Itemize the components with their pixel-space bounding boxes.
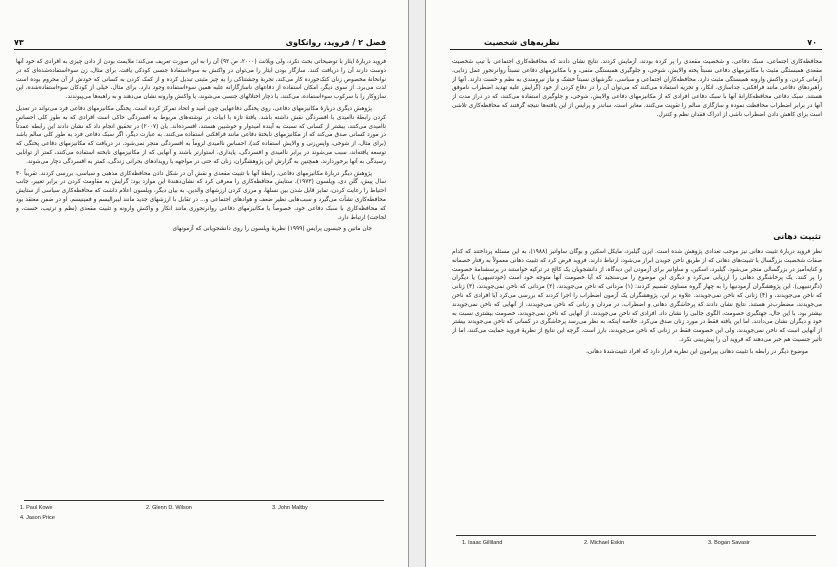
left-footnote-4: 4. Jason Price xyxy=(20,515,55,521)
right-footnote-rule xyxy=(456,535,816,536)
right-footnote-2: 2. Michael Eskin xyxy=(584,540,625,546)
right-page-number: ۷۰ xyxy=(807,38,817,47)
book-gutter xyxy=(408,0,426,567)
section-title: تثبیت دهانی xyxy=(773,232,821,241)
right-footnote-3: 3. Bogan Savasir xyxy=(708,540,750,546)
right-footnote-1: 1. Isaac Gilliland xyxy=(462,540,503,546)
left-header-rule xyxy=(14,49,386,50)
left-page-number: ۷۳ xyxy=(14,38,24,47)
right-page xyxy=(426,0,837,567)
right-running-head: نظریه‌های شخصیت xyxy=(484,38,560,47)
left-footnote-1: 1. Paul Kowe xyxy=(20,505,53,511)
left-footnote-rule xyxy=(24,500,384,501)
left-paragraph-4: جان ماتین و جیسون پرایس (۱۹۹۹) نظریهٔ ویلسون را روی دانشجویانی که آزمونهای xyxy=(172,226,372,233)
left-body-text xyxy=(16,58,386,484)
left-footnote-3: 3. John Maltby xyxy=(272,505,308,511)
right-body-text-bottom xyxy=(452,248,822,530)
left-page xyxy=(0,0,408,567)
left-paragraph-2: پژوهش دیگری دربارهٔ مکانیزمهای دفاعی، روی پختگی دفاعهایی چون امید و اتحاد تمرکز کرده است. پختگی مکانیزمهای دفاعی فرد می‌تواند در تعدیل کردن رابطهٔ ناامیدی با افسردگی نقش داشته باشد. یافتهٔ تازه با ابیات در نوشته‌های مربوط به افسردگی حاکی است افرادی که به طور کلی احساس ناامیدی می‌کنند، بیشتر از کسانی که نسبت به آینده امیدوار و خوشبین هستند، افسرده‌اند. یان (۲۰۰۷) در تحقیق انجام داد که نشان دادند این رابطه عمدتاً در مورد کسانی صدق می‌کند که از مکانیزمهای نابختهٔ دفاعی مانند فرافکنی استفاده می‌کنند. به عبارت دیگر، اگر سبک دفاعی فرد به طور کلی سالم باشد (برای مثال، از شوخی، واپس‌زنی و والایش استفاده کند)، احساس ناامیدی لزوماً به افسردگی منجر نمی‌شود. در دریافت که مکانیزمهای دفاعی پختگی که توسعه یافته‌اند، سبب می‌شوند در برابر ناامیدی و افسردگی، پایداری، استوارتر باشند و آنهایی که از مکانیزمهای نابخته استفاده می‌کنند، کمتر از توانایی رسیدگی به آنها برخوردارند. همچنین به گزارش این پژوهشگران، زنان که حتی در مواجهه با رویدادهای بحرانی زندگی، کمتر به افسردگی دچار می‌شوند. xyxy=(16,105,386,165)
left-footnote-2: 2. Glenn D. Wilson xyxy=(146,505,192,511)
right-header-rule xyxy=(450,49,822,50)
left-paragraph-3: پژوهش دیگر دربارهٔ مکانیزمهای دفاعی، رابطهٔ آنها با تثبیت مقعدی و نقش آن در شکل دادن محافظه‌کاری مذهبی و سیاسی، بررسی کردند. تقریباً ۳۰ سال پیش، گلن دی. ویلسون (۱۹۷۳)، ستایش محافظه‌کاری را معرفی کرد که نشان‌دهندهٔ این موارد بود: گرایش به مقاومت کردن در برابر تغییر، جانب احتیاط را رعایت کردن، تمایز قایل شدن بین نسلها، و مرزی کردن ارزشهای والدین. به بیان دیگر، ویلسون اعلام داشت که محافظه‌کاری سیاسی از ستایش محافظه‌کاری نشأت می‌گیرد و سبب‌هایی نظیر ضعف و هوادهای اجتماعی و... در تقابل با ارزشهای جدید مانند لیبرالیسم و فمینیسم. او در ضمن معتقد بود که محافظه‌کاری با سبک دفاعی خود، خصوصاً با مکانیزمهای دفاعی روانرنجوری مانند انکار و واکنش وارونه و تثبیت مقعدی (نظم و ترتیب، خست، و لجاجت) ارتباط دارد. xyxy=(16,170,386,221)
right-paragraph-3: موضوع دیگر در رابطه با تثبیت دهانی پیرامون این نظریه قرار دارد که افراد تثبیت‌شدهٔ دهانی، xyxy=(585,348,808,355)
right-body-text-top xyxy=(452,58,822,226)
right-paragraph-2: نظر فروید دربارهٔ تثبیت دهانی نیز موجب تعدادی پژوهش شده است. ایزن گیلبرد، مایکل اسکین و بوگان ساوانیر (۱۹۸۸)، به این مسئله پرداختند که کدام صفات شخصیت بزرگسال با تثبیت‌های دهانی که از طریق ناخن جویدن ابراز می‌شود، ارتباط دارند. فروید فرض کرد که تثبیت دهانی معمولاً به رفتار خصمانه و کنایه‌آمیز در بزرگسالی منجر می‌شود. گیلبرد، اسکین، و ساوانیر برای آزمودن این دیدگاه، از دانشجویان یک کالج در ترکیه خواستند در پرسشنامهٔ خصومت را پر کنند. یک پرخاشگری دهانی را ارزیابی می‌کرد و دیگری این موضوع را می‌سنجید که آیا خصومت آنها متوجه خود است (خودتنبیهی) یا دیگران (دگرتنبیهی). این پژوهشگران آزمودنیها را به چهار گروه مساوی تقسیم کردند: (۱) مردانی که ناخن می‌جویدند، (۲) مردانی که ناخن نمی‌جویدند، (۳) زنانی که ناخن می‌جویدند، و (۴) زنانی که ناخن نمی‌جویدند. علاوه بر این، پژوهشگران یک آزمون اضطراب را اجرا کردند که بررسی می‌کرد آیا افرادی که ناخن می‌جویدند، مضطرب‌تر هستند. نتایج نشان دادند که پرخاشگری دهانی و اضطراب، در مردان و زنانی که ناخن می‌جویدند، از آنهایی که ناخن نمی‌جویدند بیشتر بود. با این حال، جهتگیری خصومت، الگوی جالبی را نشان داد. افرادی که ناخن می‌جویدند، از آنهایی که ناخن نمی‌جویدند، خصومت بیشتری نسبت به خود و دیگران نشان می‌دادند. اما این یافته فقط در مورد زنان صدق می‌کرد. خلاصه اینکه، به نظر می‌رسد پرخاشگری در کسانی که ناخن می‌جویدند بیشتر از آنهایی است که ناخن نمی‌جویدند، ولی این خصومت فقط در زنانی که ناخن می‌جویدند، بارز است. گرچه این نتایج از نظریهٔ فروید حمایت می‌کنند، اما از تأثیر جنسیت هم خبر می‌دهند که فروید آن را پیش‌بینی نکرد. xyxy=(452,249,822,343)
left-running-head: فصل ۲ / فروید، روانکاوی xyxy=(285,38,386,47)
left-paragraph-1: فروید دربارهٔ ایثار با توضیحاتی بحث نکرد، ولی ویلانت (۲۰۰۰، ص ۹۲) آن را به این صورت تعریف می‌کند: ملایمت بودن از دادن چیزی به افرادی که خود آنها دوست دارند آن را دریافت کنند. سازگار بودن ایثار را می‌توان در واکنش به سوءاستفادهٔ جنسی کودکی یافت. برای مثال، زن سوءاستفاده‌شده‌ای که در نوانخانهٔ مخصوص زنان کتک‌خورده کار می‌کند، تجربهٔ وحشتناکی را به چیز مثبتی تبدیل کرده و از کمک کردن به کسانی که خودش از آن محروم بوده است لذت می‌برد. از سوی دیگر، امکان استفاده از دفاعهای ناسازگارانه علیه همین سوءاستفاده وجود دارد. برای مثال، خیلی از کودکان سوءاستفاده‌شده، این سازوکار را با سرکوب سوءاستفاده، می‌کنند، یا دچار اختلالهای جنسی می‌شوند، یا واکنش وارونه نشان می‌دهند و به راهبه‌ها می‌پیوندند. xyxy=(16,59,386,101)
right-paragraph-1: محافظه‌کاری اجتماعی، سبک دفاعی، و شخصیت مقعدی را پر کرده بودند، آزمایش کردند. نتایج نشان دادند که محافظه‌کاری اجتماعی با تیپ شخصیت مقعدی همبستگی مثبت با مکانیزمهای دفاعی نسبتاً پخته والایش، شوخی، و جلوگیری همبستگی منفی، و با مکانیزمهای دفاعی نسبتاً روانرنجور عمل زدایی، آرمانی کردن، و واکنش وارونه همبستگی مثبت دارد. محافظه‌کاران اجتماعی و سیاسی، نگرشهای نسبتاً خشک و نیاز نیرومندی به نظم و خست دارند. آنها از راهبردهای دفاعی مانند فرافکنی، جداسازی، انکار، و تجزیه استفاده می‌کنند که می‌توان آن را در دفاع کردن از خود (گرایش علیه تهدید اضطراب ناموفق هستند. سبک دفاعی محافظه‌کارانهٔ آنها با سبک دفاعی افرادی که از مکانیزمهای دفاعی والایش، شوخی، و جلوگیری استفاده می‌کنند، که در دراز مدت از آنها در برابر اضطراب محافظت نموده و سازگاری سالم را تقویت می‌کنند، مغایر است. ساندر و پرایس از این یافته‌ها نتیجه گرفتند که محافظه‌کاری تلاشی است برای کاهش دادن اضطراب ناشی از ادراک فقدان نظم و کنترل. xyxy=(452,59,822,118)
